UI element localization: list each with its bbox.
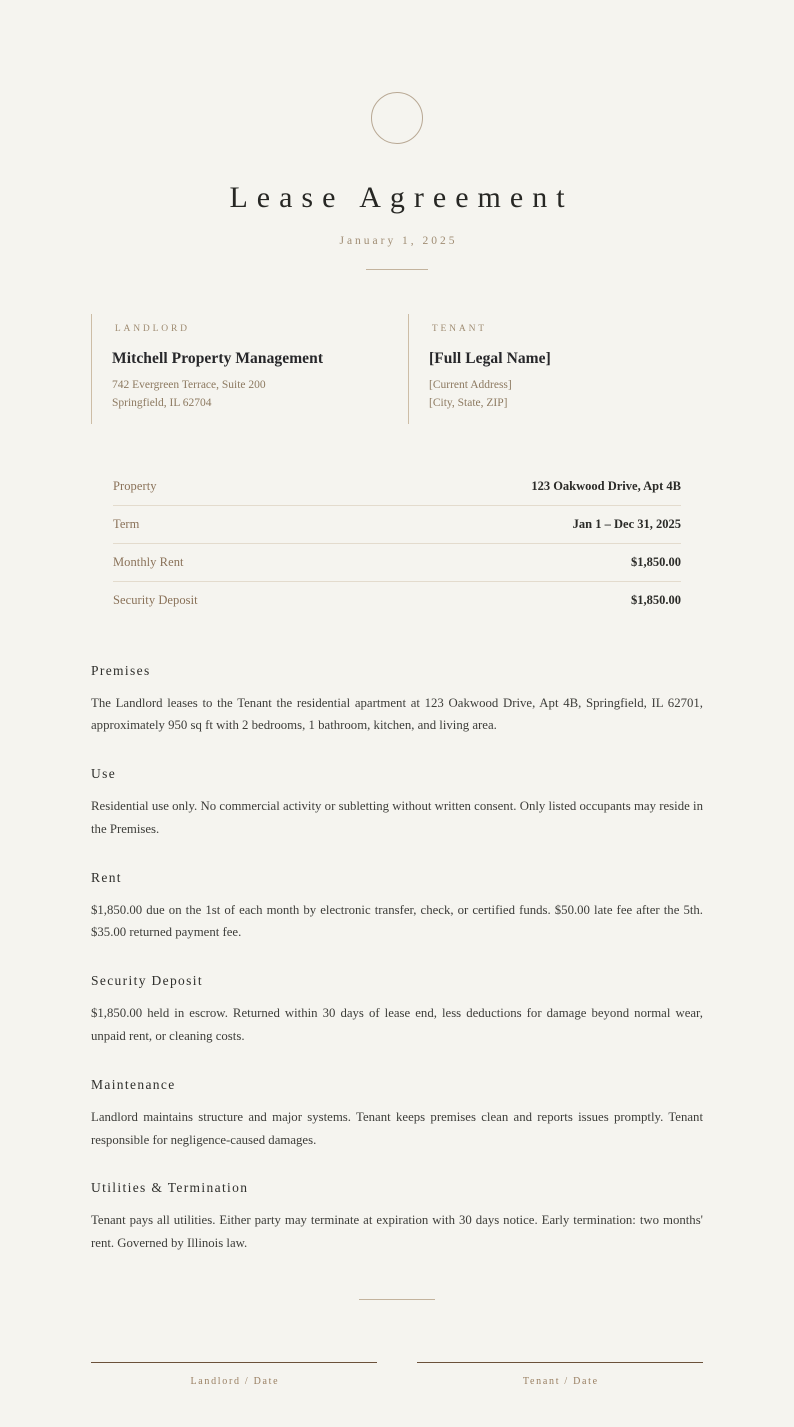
clause-title-utilities-termination: Utilities & Termination (91, 1180, 249, 1196)
summary-value-property: 123 Oakwood Drive, Apt 4B (531, 478, 681, 493)
tenant-address-line-2: [City, State, ZIP] (429, 397, 508, 410)
clause-use (91, 766, 703, 841)
clause-rent (91, 870, 703, 945)
landlord-eyebrow-label: LANDLORD (114, 324, 190, 334)
clause-body-rent: $1,850.00 due on the 1st of each month by electronic transfer, check, or certified funds. $50.00 late fee after the 5th. $35.00 returned payment fee. (91, 902, 703, 940)
landlord-block (91, 314, 386, 424)
document-date: January 1, 2025 (339, 235, 458, 247)
clause-title-premises: Premises (91, 662, 151, 678)
tenant-signature-line (417, 1362, 703, 1363)
clause-body-premises: The Landlord leases to the Tenant the residential apartment at 123 Oakwood Drive, Apt 4B, Springfield, IL 62701, approximately 950 sq ft with 2 bedrooms, 1 bathroom, kitchen, and living area. (91, 695, 703, 733)
summary-value-security-deposit: $1,850.00 (631, 592, 681, 607)
clause-body-security-deposit: $1,850.00 held in escrow. Returned within 30 days of lease end, less deductions for damage beyond normal wear, unpaid rent, or cleaning costs. (91, 1006, 703, 1044)
clause-body-utilities-termination: Tenant pays all utilities. Either party may terminate at expiration with 30 days notice. Early termination: two months' rent. Governed by Illinois law. (91, 1213, 703, 1251)
clause-body-maintenance: Landlord maintains structure and major systems. Tenant keeps premises clean and reports issues promptly. Tenant responsible for negligence-caused damages. (91, 1109, 703, 1147)
signature-section (91, 1362, 703, 1387)
clause-title-security-deposit: Security Deposit (91, 973, 203, 989)
clauses-section (91, 663, 703, 1255)
summary-label-property: Property (113, 478, 157, 493)
summary-label-monthly-rent: Monthly Rent (113, 554, 184, 569)
summary-label-security-deposit: Security Deposit (113, 592, 198, 607)
document-header (91, 0, 703, 270)
tenant-name: [Full Legal Name] (429, 350, 551, 367)
document-content (91, 0, 703, 1387)
summary-label-term: Term (113, 516, 140, 531)
lease-summary-table (91, 468, 703, 619)
tenant-block (408, 314, 703, 424)
clause-security-deposit (91, 973, 703, 1048)
signature-section-divider (359, 1299, 435, 1300)
clause-body-use: Residential use only. No commercial activity or subletting without written consent. Only listed occupants may reside in the Premises. (91, 799, 703, 836)
clause-title-rent: Rent (91, 869, 122, 885)
clause-maintenance (91, 1077, 703, 1152)
tenant-address-line-1: [Current Address] (429, 379, 512, 391)
table-row (113, 505, 681, 543)
clause-premises (91, 663, 703, 738)
circle-seal-icon (371, 92, 423, 144)
landlord-address-line-2: Springfield, IL 62704 (112, 397, 212, 410)
table-row (113, 581, 681, 619)
tenant-signature-field[interactable] (417, 1362, 703, 1387)
landlord-name: Mitchell Property Management (112, 350, 324, 367)
clause-utilities-termination (91, 1180, 703, 1255)
landlord-signature-label: Landlord / Date (190, 1375, 280, 1387)
summary-value-term: Jan 1 – Dec 31, 2025 (572, 516, 681, 531)
clause-title-maintenance: Maintenance (91, 1076, 176, 1092)
parties-section (91, 314, 703, 424)
tenant-signature-label: Tenant / Date (522, 1375, 599, 1387)
table-row (113, 468, 681, 505)
landlord-address-line-1: 742 Evergreen Terrace, Suite 200 (112, 379, 266, 391)
landlord-signature-field[interactable] (91, 1362, 377, 1387)
header-divider (366, 269, 428, 270)
page-title: Lease Agreement (229, 181, 574, 214)
clause-title-use: Use (91, 766, 117, 782)
summary-value-monthly-rent: $1,850.00 (631, 554, 681, 569)
tenant-eyebrow-label: TENANT (431, 324, 487, 334)
landlord-signature-line (91, 1362, 377, 1363)
table-row (113, 543, 681, 581)
